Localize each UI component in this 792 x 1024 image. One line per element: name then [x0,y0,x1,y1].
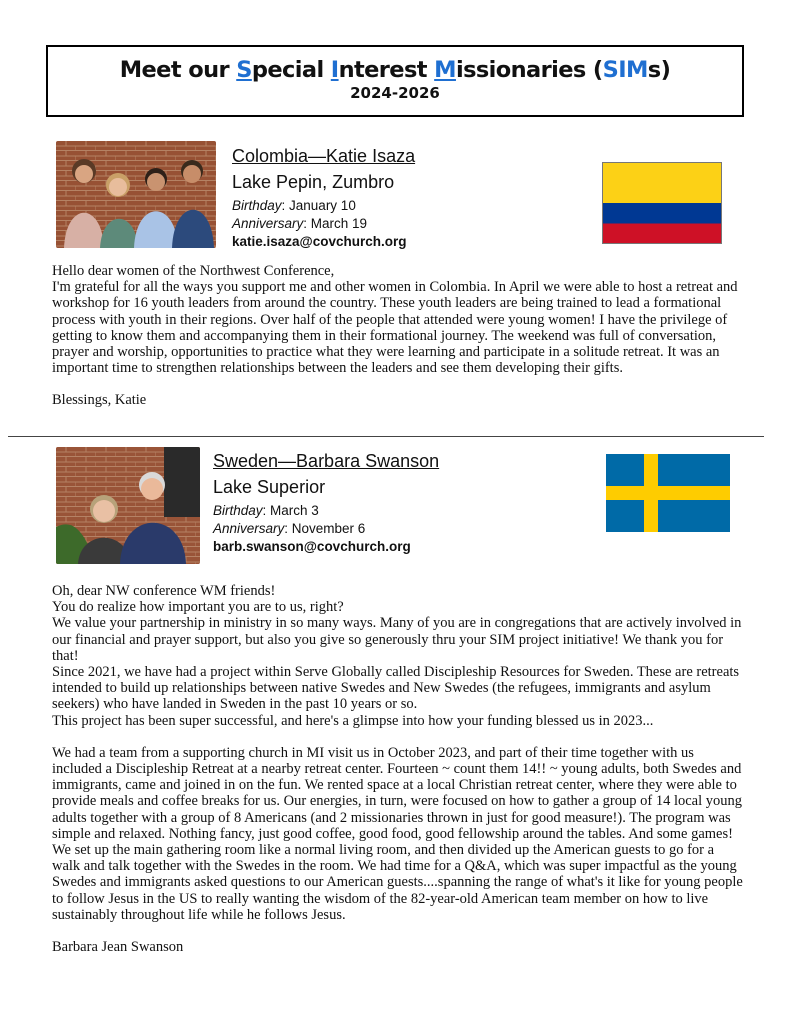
letter-line: We value your partnership in ministry in so many ways. Many of you are in congregations that are actively involved in our financial and prayer support, but also you give so generously thru your SIM project initiative! We thank you for that! [52,615,742,664]
anniversary-value: : November 6 [284,521,366,536]
birthday-label: Birthday [213,503,263,518]
flag-stripe-blue [602,203,722,224]
anniversary-label: Anniversary [232,216,304,231]
colombia-family-photo [56,141,216,248]
sweden-flag [606,454,730,532]
missionary-location: Lake Pepin, Zumbro [232,172,395,192]
title-part: nterest [338,57,435,83]
sweden-couple-photo [56,447,200,564]
flag-stripe-yellow [602,162,722,203]
email-link[interactable]: barb.swanson@covchurch.org [213,539,411,554]
birthday-line [232,198,415,213]
anniversary-line [213,521,439,536]
anniversary-line [232,216,415,231]
missionary-name: Colombia—Katie Isaza [232,146,416,166]
title-part: Meet our [119,57,237,83]
letter-body: We had a team from a supporting church in MI visit us in October 2023, and part of their time together with us included a Discipleship Retreat at a nearby retreat center. Fourteen ~ count them 14!! ~ young adults, both Swedes and immigrants, came and joined in on the fun. We rented space at a local Christian retreat center, where they were able to provide meals and coffee breaks for us. Our energies, in turn, were focused on how to gather a group of 14 local young adults together with a group of 8 Americans (and 2 missionaries thrown in just for good measure!). The program was simple and relaxed. Nothing fancy, just good coffee, good food, good fellowship around the tables. And some games! We set up the main gathering room like a normal living room, and then divided up the American guests to go for a walk and talk together with the Swedes in the room. We had time for a Q&A, which was super impactful as the young Swedes and immigrants asked questions to our American guests....spanning the range of what's it like for young people to follow Jesus in the US to really wanting the wisdom of the 82-year-old American team member on how to live sustainably throughout life while he follows Jesus. [52,744,743,923]
greeting: Hello dear women of the Northwest Conference, [52,263,335,279]
sweden-info [213,451,439,554]
page-subtitle-years: 2024-2026 [350,84,440,102]
birthday-line [213,503,439,518]
birthday-label: Birthday [232,198,282,213]
header-box [46,45,744,117]
signoff: Barbara Jean Swanson [52,939,184,956]
section-divider [8,436,764,437]
letter-line: This project has been super successful, and here's a glimpse into how your funding blessed us in 2023... [52,712,654,729]
flag-stripe-red [602,224,722,245]
sweden-letter [52,583,744,955]
page-title [48,57,742,83]
birthday-value: : March 3 [262,503,319,518]
title-part: pecial [251,57,331,83]
missionary-name: Sweden—Barbara Swanson [213,451,440,471]
letter-line: Since 2021, we have had a project within Serve Globally called Discipleship Resources for Sweden. These are retreats intended to build up relationships between native Swedes and New Swedes (the refugees, immigrants and asylum seekers) who have landed in Sweden in the past 10 years or so. [52,664,740,713]
email-link[interactable]: katie.isaza@covchurch.org [232,234,407,249]
title-part: issionaries ( [455,57,603,83]
title-part: s) [647,57,671,83]
flag-cross-horizontal [606,486,730,500]
birthday-value: : January 10 [281,198,356,213]
colombia-flag [602,162,722,244]
title-letter-m: M [434,57,456,83]
anniversary-value: : March 19 [303,216,368,231]
letter-line: You do realize how important you are to us, right? [52,599,344,616]
colombia-info [232,146,415,249]
letter-body: I'm grateful for all the ways you support me and other women in Colombia. In April we were able to host a retreat and workshop for 16 youth leaders from around the country. These youth leaders are being trained to lead a formational process with youth in their regions. Over half of the people that attended were young women! I have the privilege of getting to know them and accompanying them in their formational journey. The weekend was full of conversation, prayer and worship, opportunities to practice what they were learning and participate in a solitude retreat. It was an important time to strengthen relationships between the leaders and see them developing their gifts. [52,279,738,377]
colombia-letter [52,263,744,409]
signoff: Blessings, Katie [52,392,147,409]
title-letter-s: S [236,57,252,83]
title-letter-i: I [330,57,339,83]
title-sim: SIM [602,57,648,83]
letter-line: Oh, dear NW conference WM friends! [52,583,276,599]
anniversary-label: Anniversary [213,521,285,536]
missionary-location: Lake Superior [213,477,326,497]
